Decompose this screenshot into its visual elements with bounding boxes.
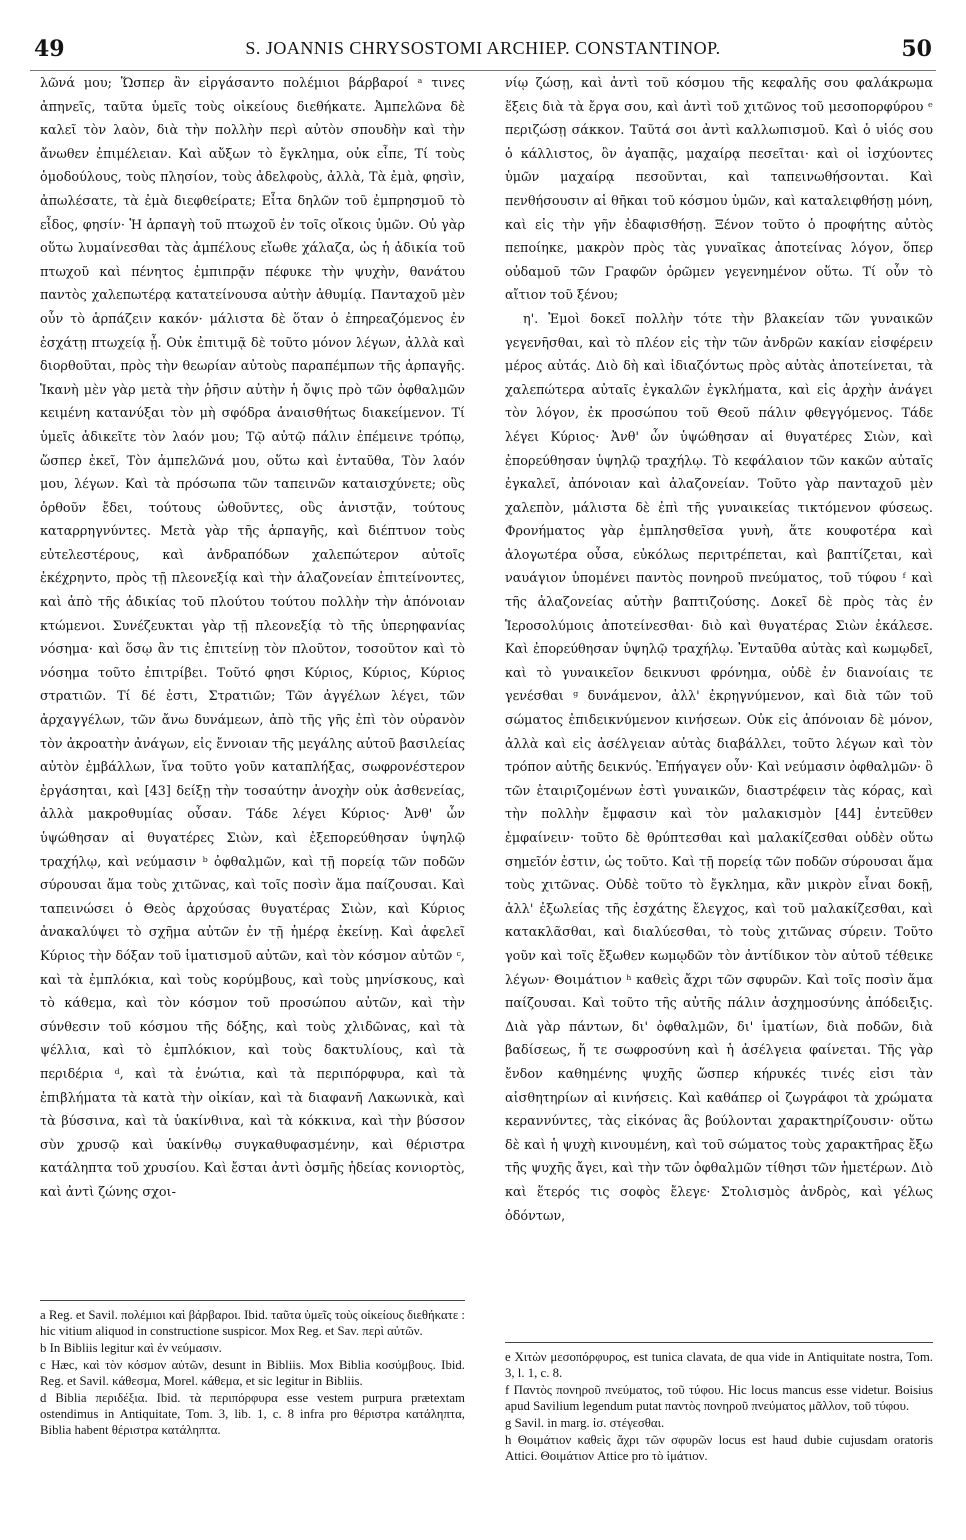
page-header — [30, 36, 936, 71]
right-paragraph: νίῳ ζώσῃ, καὶ ἀντὶ τοῦ κόσμου τῆς κεφαλῆς σου φαλάκρωμα ἕξεις διὰ τὰ ἔργα σου, καὶ ἀντὶ τοῦ χιτῶνος τοῦ μεσοπορφύρου ᵉ περιζώσῃ σάκκον. Ταῦτά σοι ἀντὶ καλλωπισμοῦ. Καὶ ὁ υἱός σου ὁ κάλλιστος, ὃν ἀγαπᾷς, μαχαίρᾳ πεσεῖται· καὶ οἱ ἰσχύοντες ὑμῶν μαχαίρᾳ πεσοῦνται, καὶ ταπεινωθήσονται. Καὶ πενθήσουσιν αἱ θῆκαι τοῦ κόσμου ὑμῶν, καὶ καταλειφθήσῃ μόνη, καὶ εἰς τὴν γῆν ἐδαφισθήσῃ. Ξένον τοῦτο ὁ προφήτης αὐτὸς πεποίηκε, μακρὸν πρὸς τὰς γυναῖκας ἀποτείνας λόγον, ὅπερ οὐδαμοῦ τῶν Γραφῶν ὁρῶμεν γεγενημένον οὕτω. Τί οὖν τὸ αἴτιον τοῦ ξένου; — [505, 76, 933, 304]
page-number-right: 50 — [901, 36, 932, 62]
footnote-c: c Hæc, καὶ τὸν κόσμον αὐτῶν, desunt in Bibliis. Mox Biblia κοσύμβους. Ibid. Reg. et Savil. κάθεσμα, Morel. κάθεμα, et sic legitur in Bibliis. — [40, 1358, 465, 1388]
footnote-f: f Παντὸς πονηροῦ πνεύματος, τοῦ τύφου. Hic locus mancus esse videtur. Boisius apud Savilium legendum putat παντὸς πονηροῦ πνεύματος μᾶλλον, τοῦ τύφου. — [505, 1383, 933, 1413]
left-footnotes — [40, 1300, 465, 1439]
page-number-left: 49 — [34, 36, 65, 62]
footnote-rule — [505, 1342, 933, 1343]
footnote-e: e Χιτὼν μεσοπόρφυρος, est tunica clavata, de qua vide in Antiquitate nostra, Tom. 3, l. 1, c. 8. — [505, 1350, 933, 1380]
footnote-d: d Biblia περιδέξια. Ibid. τὰ περιπόρφυρα esse vestem purpura prætextam ostendimus in Antiquitate, Tom. 3, lib. 1, c. 8 infra pro θέριστρα κατάληπτα, Biblia habent θέριστρα κατάληπτα. — [40, 1391, 465, 1437]
right-footnotes — [505, 1342, 933, 1465]
footnote-h: h Θοιμάτιον καθεὶς ἄχρι τῶν σφυρῶν locus est haud dubie cujusdam oratoris Attici. Θοιμάτιον Attice pro τὸ ἱμάτιον. — [505, 1433, 933, 1463]
right-paragraph-section: η'. Ἐμοὶ δοκεῖ πολλὴν τότε τὴν βλακείαν τῶν γυναικῶν γεγενῆσθαι, καὶ τὸ πλέον εἰς τὴν τῶν ἀνδρῶν κακίαν εἰσφέρειν μέρος αὐτάς. Διὸ δὴ καὶ ἰδιαζόντως πρὸς αὐτὰς ἀποτείνεται, τὰ χαλεπώτερα αὐταῖς ἐγκαλῶν ἐγκλήματα, καὶ εἰς ἀρχὴν ἀνάγει τὸν λόγον, ἐκ προσώπου τοῦ Θεοῦ πάλιν φθεγγόμενος. Τάδε λέγει Κύριος· Ἀνθ' ὧν ὑψώθησαν αἱ θυγατέρες Σιὼν, καὶ ἐπορεύθησαν ὑψηλῷ τραχήλῳ. Τὸ κεφάλαιον τῶν κακῶν αὐταῖς ἐγκαλεῖ, ἀπόνοιαν καὶ ἀλαζονείαν. Τοῦτο γὰρ πανταχοῦ μὲν χαλεπὸν, μάλιστα δὲ ἐπὶ τῆς γυναικείας τικτόμενον φύσεως. Φρονήματος γὰρ ἐμπλησθεῖσα γυνὴ, ἅτε κουφοτέρα καὶ ἀλογωτέρα οὖσα, εὐκόλως περιτρέπεται, καὶ βαπτίζεται, καὶ ναυάγιον ὑπομένει παντὸς πονηροῦ πνεύματος, τοῦ τύφου ᶠ καὶ τῆς ἀλαζονείας αὐτὴν βαπτιζούσης. Δοκεῖ δὲ πρὸς τὰς ἐν Ἱεροσολύμοις ἀποτείνεσθαι· διὸ καὶ θυγατέρας Σιὼν ἐκάλεσε. Καὶ ἐπορεύθησαν ὑψηλῷ τραχήλῳ. Ἐνταῦθα αὐτὰς καὶ κωμῳδεῖ, καὶ τὸ γυναικεῖον δεικνυσι φρόνημα, οὐδὲ ἐν διανοίαις τε γενέσθαι ᵍ δυνάμενον, ἀλλ' ἐκρηγνύμενον, καὶ διὰ τῶν τοῦ σώματος ἐπιδεικνύμενον κινήσεων. Οὐκ εἰς ἀπόνοιαν δὲ μόνον, ἀλλὰ καὶ εἰς ἀσέλγειαν αὐτὰς διαβάλλει, τοῦτο λέγων καὶ τὸν τρόπον αὐτῆς δεικνύς. Ἐπήγαγεν οὖν· Καὶ νεύμασιν ὀφθαλμῶν· ὃ τῶν ἑταιριζομένων ἐστὶ γυναικῶν, διαστρέφειν τὰς κόρας, καὶ τὴν πολλὴν ἔμφασιν καὶ τὸν μαλακισμὸν [44] ἐντεῦθεν ἐμφαίνειν· τοῦτο δὲ θρύπτεσθαι καὶ μαλακίζεσθαι οὐδὲν οὕτω σημεῖόν ἐστιν, ὡς τοῦτο. Καὶ τῇ πορείᾳ τῶν ποδῶν σύρουσαι ἅμα τοὺς χιτῶνας. Οὐδὲ τοῦτο τὸ ἔγκλημα, κἂν μικρὸν εἶναι δοκῇ, ἀλλ' ἐξωλείας τῆς ἐσχάτης ἔλεγχος, καὶ τοῦ μαλακίζεσθαι, καὶ κατακλᾶσθαι, καὶ διαλύεσθαι, τὸ τοὺς χιτῶνας σύρειν. Τοῦτο γοῦν καὶ τοῖς ἔξωθεν κωμῳδῶν τὸν ἀντίδικον τὸν αὐτοῦ τέθεικε λέγων· Θοιμάτιον ʰ καθεὶς ἄχρι τῶν σφυρῶν. Καὶ τοῖς ποσὶν ἅμα παίζουσαι. Καὶ τοῦτο τῆς αὐτῆς πάλιν ἀσχημοσύνης ἀπόδειξις. Διὰ γὰρ πάντων, δι' ὀφθαλμῶν, δι' ἱματίων, διὰ ποδῶν, διὰ βαδίσεως, ἥ τε σωφροσύνη καὶ ἡ ἀσέλγεια φαίνεται. Τῆς γὰρ ἔνδον καθημένης ψυχῆς ὥσπερ κήρυκές τινές εἰσι τὰν αἰσθητηρίων αἱ κινήσεις. Καὶ καθάπερ οἱ ζωγράφοι τὰ χρώματα κεραννύντες, τὰς εἰκόνας ἃς βούλονται χαρακτηρίζουσιν· οὕτω δὲ καὶ ἡ ψυχὴ κινουμένη, καὶ τοῦ σώματος τοὺς χαρακτῆρας ἔξω τῆς ψυχῆς ἄγει, καὶ τὴν τῶν ὀφθαλμῶν τίθησι τῶν ἡμετέρων. Διὸ καὶ ἕτερός τις σοφὸς ἔλεγε· Στολισμὸς ἀνδρὸς, καὶ γέλως ὀδόντων, — [505, 311, 933, 1224]
right-column-body — [505, 72, 933, 1228]
left-paragraph: λῶνά μου; Ὥσπερ ἂν εἰργάσαντο πολέμιοι βάρβαροί ᵃ τινες ἀπηνεῖς, ταῦτα ὑμεῖς τοὺς οἰκείους διεθήκατε. Ἀμπελῶνα δὲ καλεῖ τὸν λαὸν, διὰ τὴν πολλὴν περὶ αὐτὸν σπουδὴν καὶ τὴν ἄνωθεν ἐπιμέλειαν. Καὶ αὔξων τὸ ἔγκλημα, οὐκ εἶπε, Τί τοὺς ὁμοδούλους, τοὺς πλησίον, τοὺς ἀδελφοὺς, ἀλλὰ, Τὰ ἐμὰ, φησὶν, ἀπωλέσατε, τὰ ἐμὰ διεφθείρατε; Εἶτα δηλῶν τοῦ ἐμπρησμοῦ τὸ εἶδος, φησίν· Ἡ ἁρπαγὴ τοῦ πτωχοῦ ἐν τοῖς οἴκοις ὑμῶν. Οὐ γὰρ οὕτω λυμαίνεσθαι τὰς ἀμπέλους εἴωθε χάλαζα, ὡς ἡ ἀδικία τοῦ πτωχοῦ καὶ πένητος ἐμπιπρᾷν πέφυκε τὴν ψυχὴν, θανάτου παντὸς χαλεπωτέρᾳ κατατείνουσα αὐτὴν ἀθυμίᾳ. Πανταχοῦ μὲν οὖν τὸ ἁρπάζειν κακόν· μάλιστα δὲ ὅταν ὁ ἐπηρεαζόμενος ἐν ἐσχάτῃ πτωχείᾳ ᾖ. Οὐκ ἐπιτιμᾷ δὲ τοῦτο μόνον λέγων, ἀλλὰ καὶ διορθοῦται, πρὸς τὴν θεωρίαν αὐτοὺς παραπέμπων τῆς ἁρπαγῆς. Ἱκανὴ μὲν γὰρ μετὰ τὴν ῥῆσιν αὐτὴν ἡ ὄψις πρὸ τῶν ὀφθαλμῶν κειμένη κατανύξαι τὸν μὴ σφόδρα ἀναισθήτως διακείμενον. Τί ὑμεῖς ἀδικεῖτε τὸν λαόν μου; Τῷ αὐτῷ πάλιν ἐπέμεινε τρόπῳ, ὥσπερ ἐκεῖ, Τὸν ἀμπελῶνά μου, οὕτω καὶ ἐνταῦθα, Τὸν λαόν μου, λέγων. Καὶ τὰ πρόσωπα τῶν ταπεινῶν καταισχύνετε; οὓς ὀρθοῦν ἔδει, τούτους ὠθοῦντες, οὓς ἀνιστᾷν, τούτους καταρρηγνύντες. Μετὰ γὰρ τῆς ἁρπαγῆς, καὶ διέπτυον τοὺς εὐτελεστέρους, καὶ ἀνδραπόδων χαλεπώτερον αὐτοῖς ἐκέχρηντο, πρὸς τῇ πλεονεξίᾳ καὶ τὴν ἀλαζονείαν ἐπιτείνοντες, καὶ ἀπὸ τῆς ἀδικίας τοῦ πλούτου τούτου πολλὴν τὴν ἀπόνοιαν κτώμενοι. Συνέζευκται γὰρ τῇ πλεονεξίᾳ τὸ τῆς ὑπερηφανίας νόσημα· καὶ ὅσῳ ἂν τις ἐπιτείνῃ τὸν πλοῦτον, τοσοῦτον καὶ τὸ νόσημα τοῦτο ἐπιτρίβει. Τοῦτό φησι Κύριος, Κύριος, Κύριος στρατιῶν. Τί δέ ἐστι, Στρατιῶν; Τῶν ἀγγέλων λέγει, τῶν ἀρχαγγέλων, τῶν ἄνω δυνάμεων, ἀπὸ τῆς γῆς ἐπὶ τὸν οὐρανὸν τὸν ἀκροατὴν ἀνάγων, εἰς ἔννοιαν τῆς μεγάλης αὐτοῦ βασιλείας αὐτὸν ἐμβάλλων, ἵνα τοῦτο γοῦν καταπλήξας, σωφρονέστερον ἐργάσηται, καὶ [43] δείξῃ τὴν τοσαύτην ἀνοχὴν οὐκ ἀσθενείας, ἀλλὰ μακροθυμίας οὖσαν. Τάδε λέγει Κύριος· Ἀνθ' ὧν ὑψώθησαν αἱ θυγατέρες Σιὼν, καὶ ἐξεπορεύθησαν ὑψηλῷ τραχήλῳ, καὶ νεύμασιν ᵇ ὀφθαλμῶν, καὶ τῇ πορείᾳ τῶν ποδῶν σύρουσαι ἅμα τοὺς χιτῶνας, καὶ τοῖς ποσὶν ἅμα παίζουσαι. Καὶ ταπεινώσει ὁ Θεὸς ἀρχούσας θυγατέρας Σιὼν, καὶ Κύριος ἀνακαλύψει τὸ σχῆμα αὐτῶν ἐν τῇ ἡμέρᾳ ἐκείνῃ. Καὶ ἀφελεῖ Κύριος τὴν δόξαν τοῦ ἱματισμοῦ αὐτῶν, καὶ τὸν κόσμον αὐτῶν ᶜ, καὶ τὰ ἐμπλόκια, καὶ τοὺς κορύμβους, καὶ τοὺς μηνίσκους, καὶ τὸ κάθεμα, καὶ τὸν κόσμον τοῦ προσώπου αὐτῶν, καὶ τὴν σύνθεσιν τοῦ κόσμου τῆς δόξης, καὶ τοὺς χλιδῶνας, καὶ τὰ ψέλλια, καὶ τὸ ἐμπλόκιον, καὶ τοὺς δακτυλίους, καὶ τὰ περιδέρια ᵈ, καὶ τὰ ἐνώτια, καὶ τὰ περιπόρφυρα, καὶ τὰ ἐπιβλήματα τὰ κατὰ τὴν οἰκίαν, καὶ τὰ διαφανῆ Λακωνικὰ, καὶ τὰ βύσσινα, καὶ τὰ ὑακίνθινα, καὶ τὰ κόκκινα, καὶ τὴν βύσσον σὺν χρυσῷ καὶ ὑακίνθῳ συγκαθυφασμένην, καὶ θέριστρα κατάληπτα τοῦ χρυσίου. Καὶ ἔσται ἀντὶ ὀσμῆς ἡδείας κονιορτὸς, καὶ ἀντὶ ζώνης σχοι- — [40, 76, 465, 1200]
footnote-g: g Savil. in marg. ἰσ. στέγεσθαι. — [505, 1416, 665, 1430]
left-column-body — [40, 72, 465, 1205]
running-title: S. JOANNIS CHRYSOSTOMI ARCHIEP. CONSTANTINOP. — [245, 38, 721, 58]
footnote-b: b In Bibliis legitur καὶ ἐν νεύμασιν. — [40, 1341, 222, 1355]
left-column — [40, 72, 465, 1205]
footnote-a: a Reg. et Savil. πολέμιοι καὶ βάρβαροι. Ibid. ταῦτα ὑμεῖς τοὺς οἰκείους διεθήκατε : hic vitium aliquod in constructione suspicor. Mox Reg. et Sav. περὶ αὐτῶν. — [40, 1308, 465, 1338]
footnote-rule — [40, 1300, 465, 1301]
right-column — [505, 72, 933, 1228]
